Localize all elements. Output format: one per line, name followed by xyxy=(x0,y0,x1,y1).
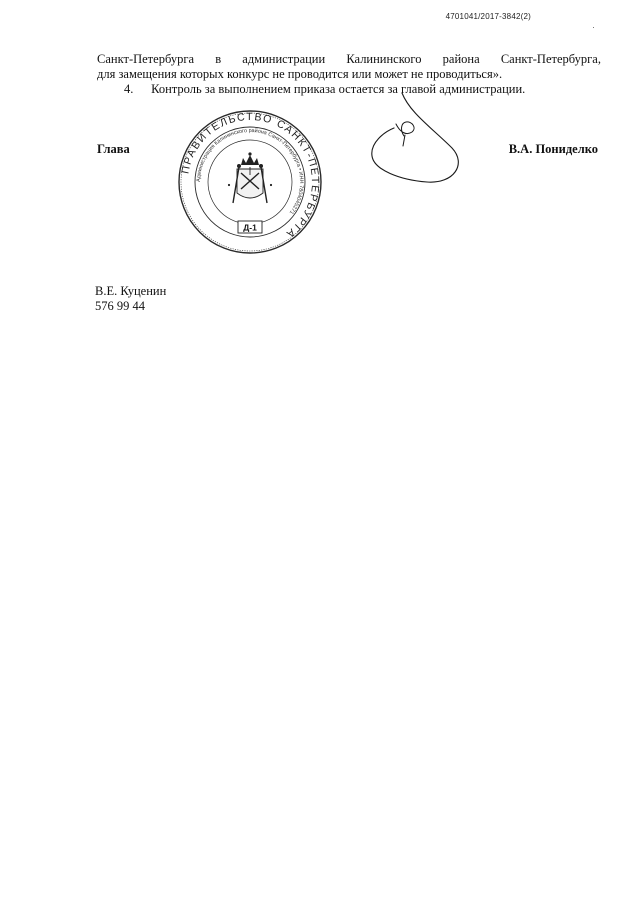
line1-word-4: Калининского xyxy=(346,52,422,66)
line1-word-1: Санкт-Петербурга xyxy=(97,52,195,66)
signer-name: В.А. Пониделко xyxy=(508,142,598,156)
line1-word-2: в xyxy=(215,52,222,66)
official-seal-icon xyxy=(177,109,323,255)
seal-outer-text: ПРАВИТЕЛЬСТВО САНКТ-ПЕТЕРБУРГА xyxy=(179,110,322,241)
list-item-number: 4. xyxy=(124,82,134,96)
paragraph-line-1 xyxy=(97,52,601,67)
list-item-text: Контроль за выполнением приказа остается за главой администрации. xyxy=(151,82,526,96)
executor-phone: 576 99 44 xyxy=(95,299,145,313)
line1-word-5: района xyxy=(442,52,480,66)
paragraph-line-2: для замещения которых конкурс не проводится или может не проводиться». xyxy=(97,67,503,81)
scan-mark xyxy=(593,27,594,28)
seal-code: Д-1 xyxy=(243,222,257,233)
document-number: 4701041/2017-3842(2) xyxy=(445,12,531,21)
line1-word-3: администрации xyxy=(242,52,326,66)
signer-title: Глава xyxy=(97,142,130,156)
executor-name: В.Е. Куценин xyxy=(95,284,167,298)
seal-inner-text: Администрация Калининского района Санкт-Петербурга • ИНН 7804045271 xyxy=(195,127,305,216)
executor-block xyxy=(95,284,166,314)
line1-word-6: Санкт-Петербурга, xyxy=(500,52,601,66)
handwritten-signature-icon xyxy=(362,88,492,193)
